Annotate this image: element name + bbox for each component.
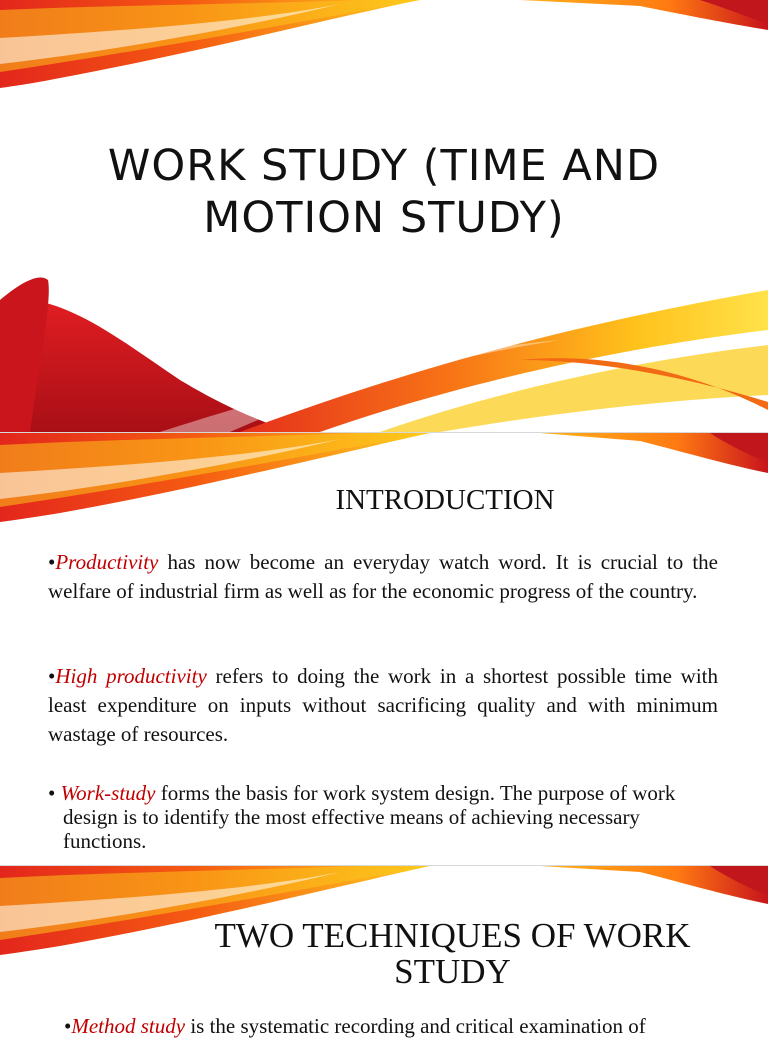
decorative-bottom-swoosh xyxy=(0,0,768,432)
bullet-term: High productivity xyxy=(55,664,207,688)
slide-title-text: WORK STUDY (TIME AND MOTION STUDY) xyxy=(107,141,661,243)
bullet-marker: • xyxy=(48,781,61,805)
bullet-term: Method study xyxy=(71,1014,186,1038)
bullet-term: Productivity xyxy=(55,550,159,574)
bullet-paragraph xyxy=(64,1012,744,1040)
bullet-paragraph xyxy=(48,781,718,853)
bullet-text: forms the basis for work system design. The purpose of work design is to identify the most effective means of achieving necessary functions. xyxy=(63,781,676,853)
bullet-marker: • xyxy=(48,664,56,688)
bullet-term: Work-study xyxy=(60,781,156,805)
slide-techniques xyxy=(0,866,768,1038)
slide-introduction xyxy=(0,433,768,865)
bullet-paragraph xyxy=(48,548,718,606)
bullet-marker: • xyxy=(48,550,56,574)
slide-heading: INTRODUCTION xyxy=(335,484,555,516)
bullet-text: is the systematic recording and critical examination of xyxy=(185,1014,646,1038)
bullet-paragraph xyxy=(48,662,718,749)
slide-title xyxy=(0,0,768,432)
slide-heading: TWO TECHNIQUES OF WORK STUDY xyxy=(214,916,691,991)
bullet-text: refers to doing the work in a shortest possible time with least expenditure on inputs without sacrificing quality and with minimum wastage of resources. xyxy=(48,664,718,746)
bullet-line xyxy=(48,781,718,853)
bullet-text: has now become an everyday watch word. It is crucial to the welfare of industrial firm as well as for the economic progress of the country. xyxy=(48,550,718,603)
bullet-marker: • xyxy=(64,1014,72,1038)
